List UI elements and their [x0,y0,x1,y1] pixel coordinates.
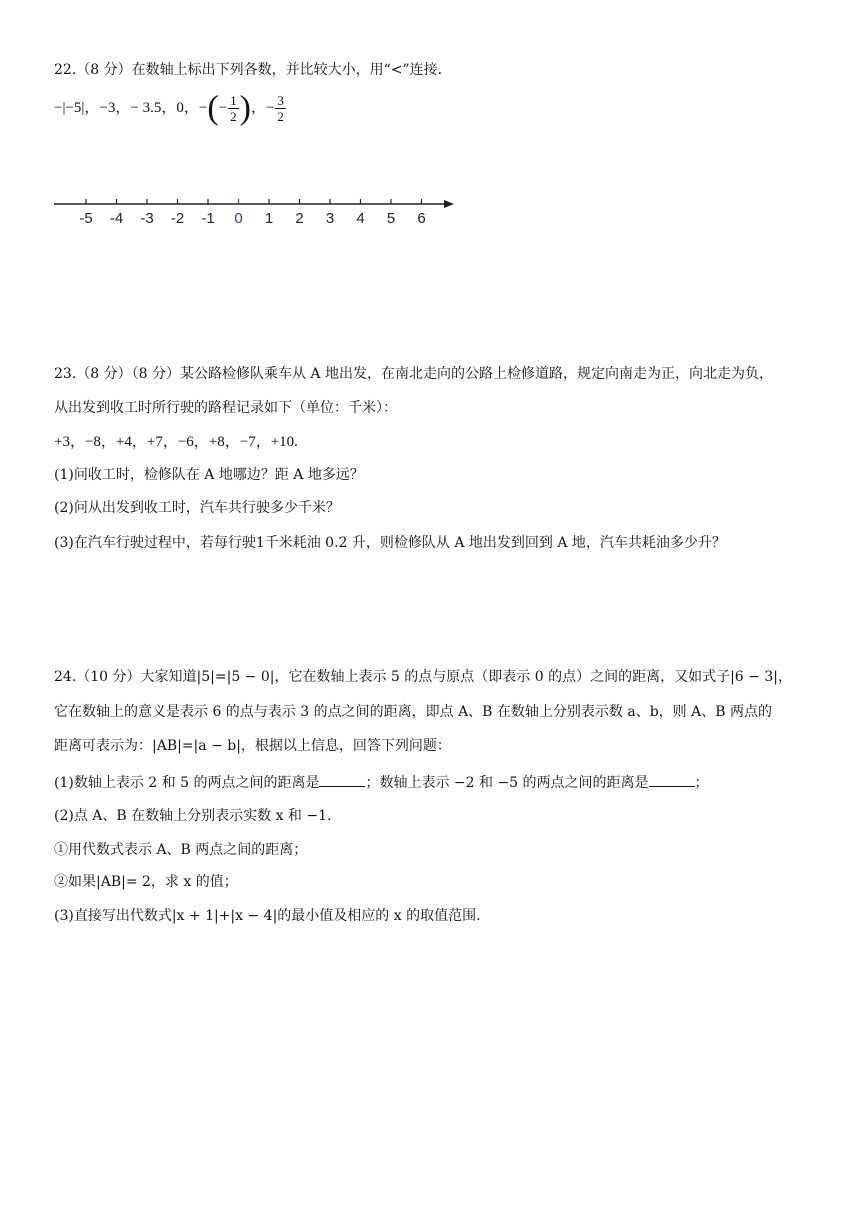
answer-blank-2[interactable] [649,772,695,787]
q24-stem-line3: 距离可表示为：|AB|=|a − b|，根据以上信息，回答下列问题： [54,738,451,754]
q24-part1-b: ；数轴上表示 −2 和 −5 的两点之间的距离是 [365,775,649,791]
q22-expr-part1: −|−5|，−3，− 3.5，0，− [54,100,208,116]
q23-part1: (1)问收工时，检修队在 A 地哪边？距 A 地多远？ [54,467,364,483]
q23-records: +3，−8，+4，+7，−6，+8，−7，+10. [54,434,298,450]
q24-part3: (3)直接写出代数式|x + 1|+|x − 4|的最小值及相应的 x 的取值范围. [54,908,481,924]
number-line-tick-label: -3 [140,210,154,227]
q24-part2-sub2: ②如果|AB|= 2，求 x 的值； [54,874,238,890]
q22-expression: −|−5|，−3，− 3.5，0，−(− $\frac{1}{2}$ )，− $\frac{3}{2}$ [54,89,284,127]
number-line-tick-label: -5 [79,210,93,227]
number-line-tick-label: -1 [201,210,215,227]
answer-blank-1[interactable] [319,772,365,787]
number-line [54,190,464,238]
number-line-tick-label: 1 [264,210,274,227]
q23-part2: (2)问从出发到收工时，汽车共行驶多少千米？ [54,500,340,516]
number-line-tick-label: 3 [325,210,335,227]
q24-part1 [54,772,709,793]
number-line-tick-label: 0 [234,210,243,227]
left-paren: ( [207,89,219,127]
q24-part1-c: ； [694,775,709,791]
q24-part1-a: (1)数轴上表示 2 和 5 的两点之间的距离是 [54,775,320,791]
q24-part2: (2)点 A、B 在数轴上分别表示实数 x 和 −1. [54,808,332,824]
q24-part2-sub1: ①用代数式表示 A、B 两点之间的距离； [54,842,308,858]
number-line-tick-label: 4 [356,210,365,227]
number-line-tick-label: -2 [170,210,185,227]
q22-expr-part2: ，− [250,100,275,116]
q22-stem: 22.（8 分）在数轴上标出下列各数，并比较大小，用“<”连接. [54,62,443,78]
fraction-three-halves: $\frac{3}{2}$ [277,93,284,125]
number-line-tick-label: 6 [417,210,426,227]
q23-stem-line2: 从出发到收工时所行驶的路程记录如下（单位：千米）： [54,400,397,416]
number-line-tick-label: 2 [295,210,304,227]
number-line-tick-label: 5 [386,210,396,227]
number-line-arrow [444,200,454,208]
q23-part3: (3)在汽车行驶过程中，若每行驶1千米耗油 0.2 升，则检修队从 A 地出发到回到 A 地，汽车共耗油多少升？ [54,535,726,551]
q23-stem-line1: 23.（8 分）（8 分）某公路检修队乘车从 A 地出发，在南北走向的公路上检修道路，规定向南走为正，向北走为负， [54,366,773,382]
fraction-half: $\frac{1}{2}$ [230,93,237,125]
number-line-tick-label: -4 [109,210,124,227]
q24-stem-line2: 它在数轴上的意义是表示 6 的点与表示 3 的点之间的距离，即点 A、B 在数轴上分别表示数 a、b，则 A、B 两点的 [54,704,772,720]
q24-stem-line1: 24.（10 分）大家知道|5|=|5 − 0|，它在数轴上表示 5 的点与原点（即表示 0 的点）之间的距离，又如式子|6 − 3|， [54,669,792,685]
right-paren: ) [239,89,251,127]
